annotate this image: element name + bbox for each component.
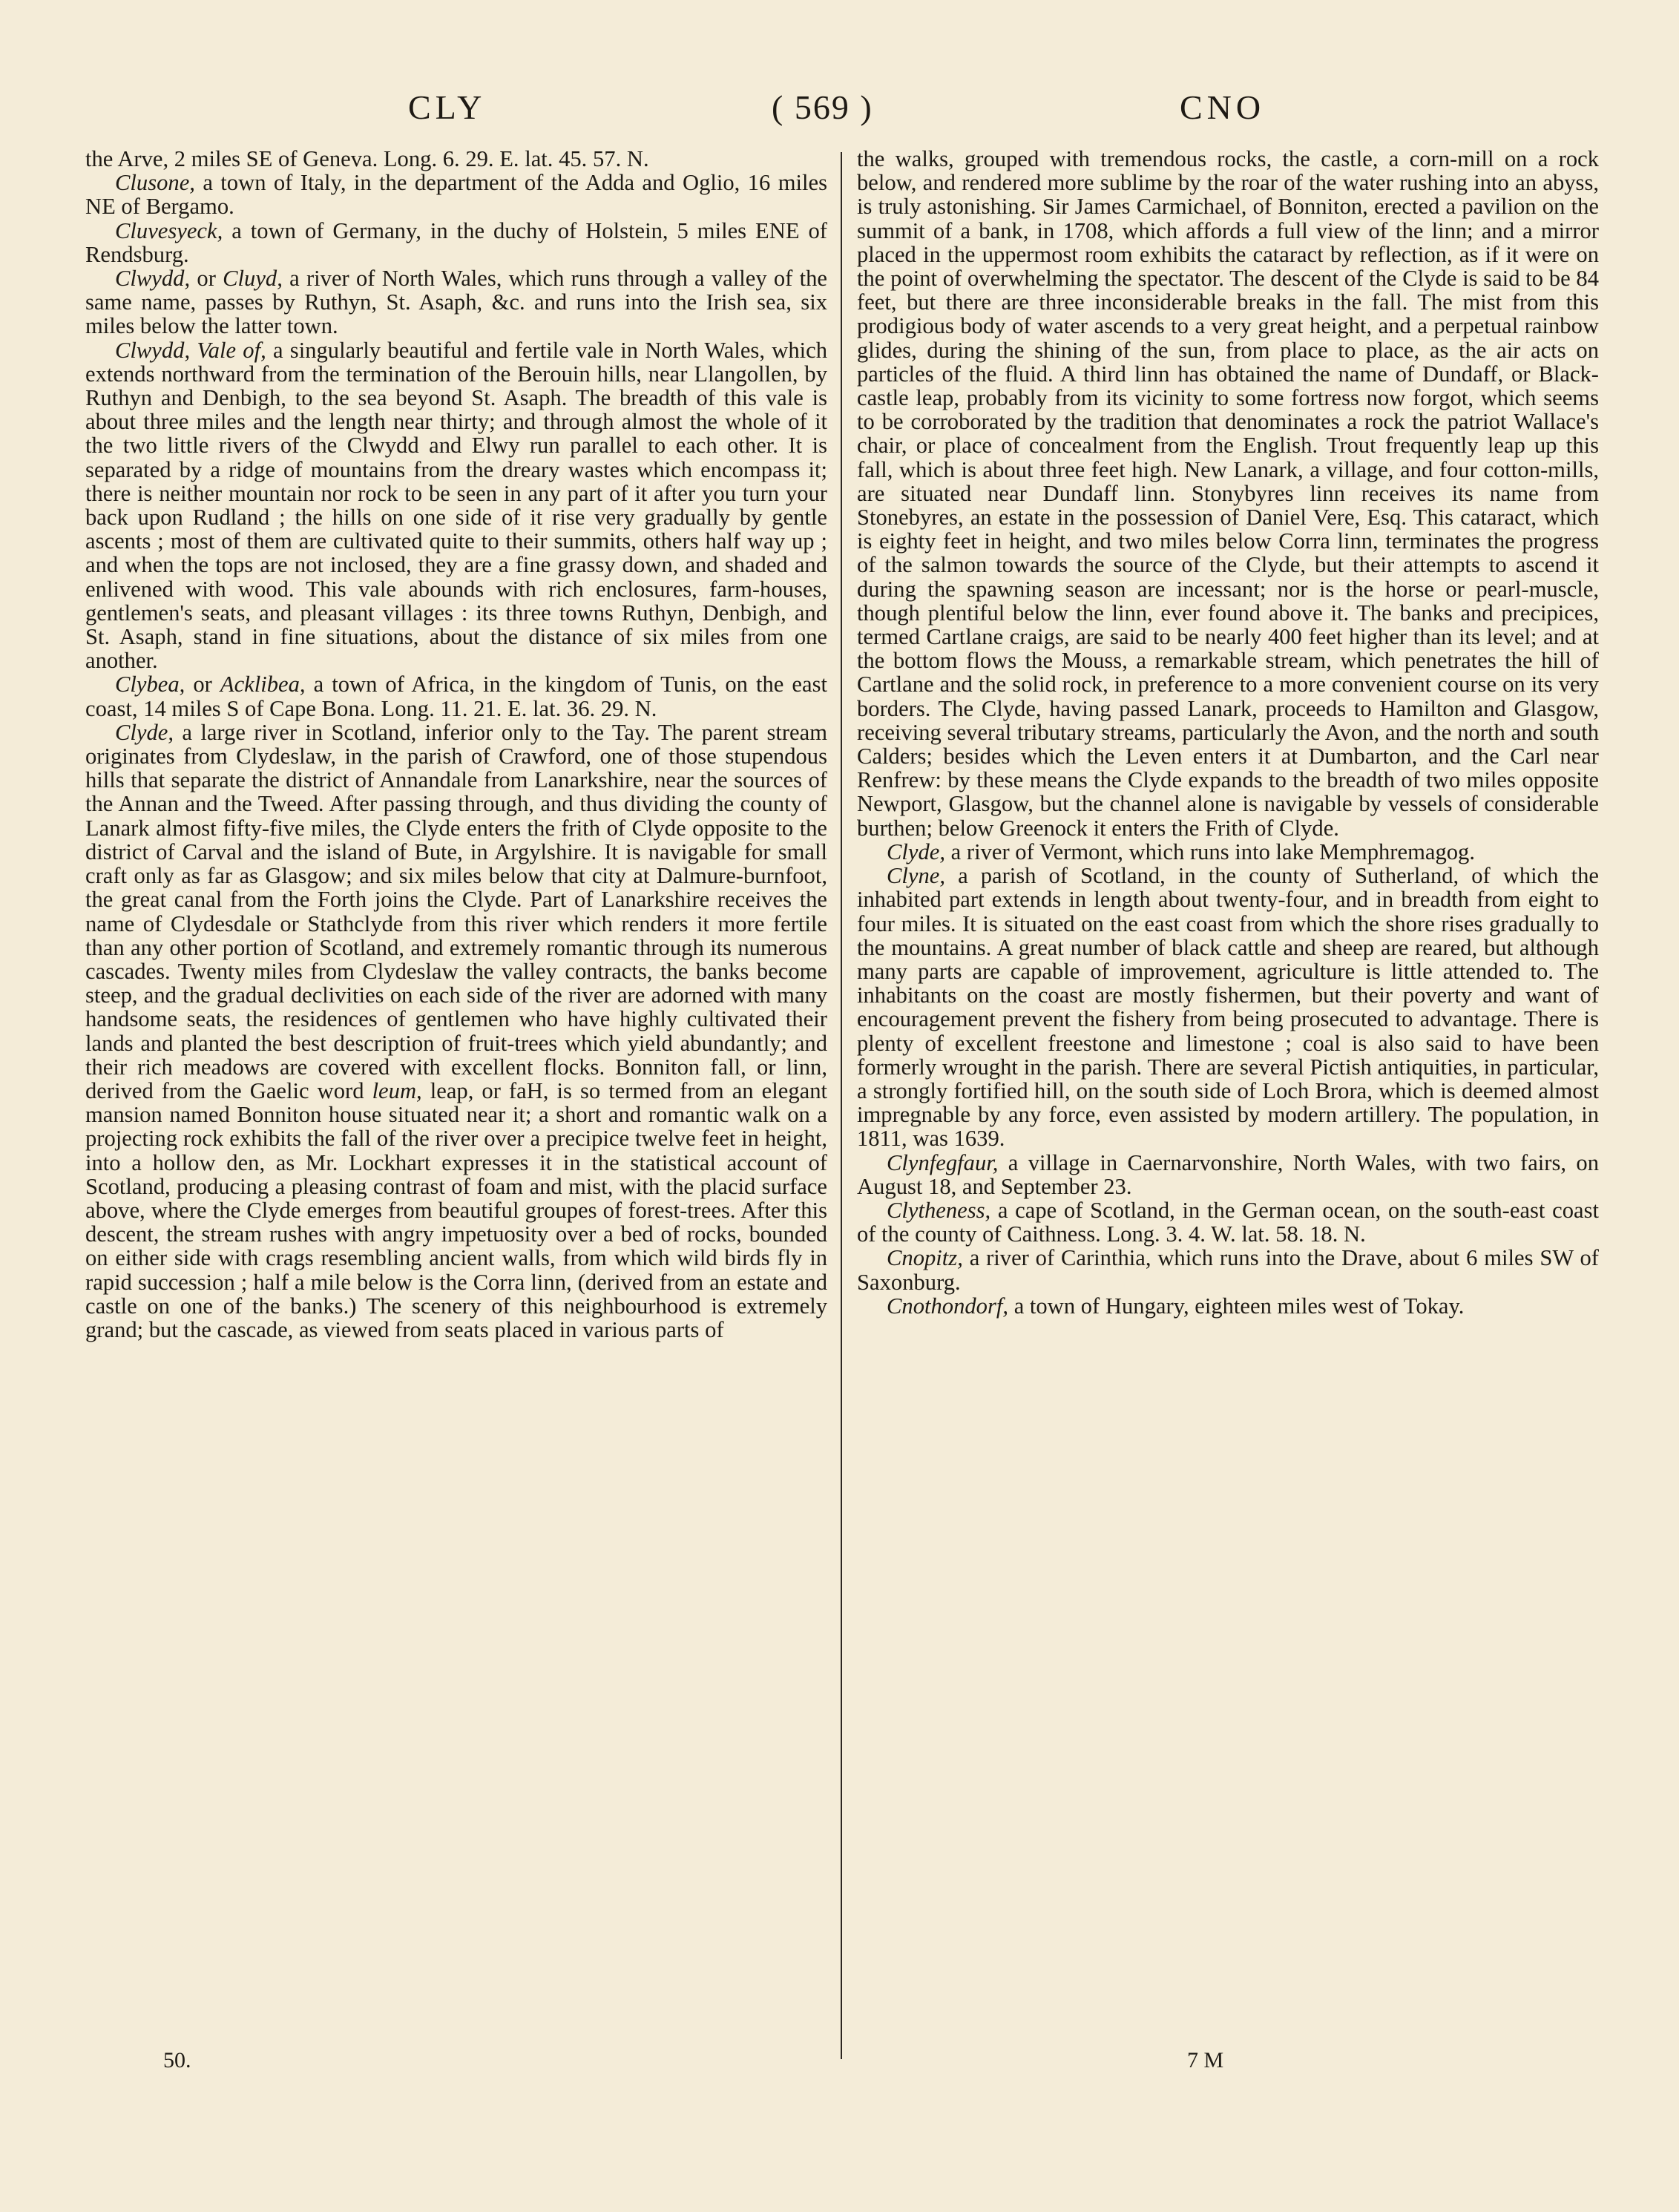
left-column xyxy=(85,147,827,1342)
entry-text: a cape of Scotland, in the German ocean, on the south-east coast of the county of Caithness. Long. 3. 4. W. lat. 58. 18. N. xyxy=(857,1197,1599,1247)
entry-text: a singularly beautiful and fertile vale in North Wales, which extends northward from the termination of the Berouin hills, near Llangollen, by Ruthyn and Denbigh, to the sea beyond St. Asaph. The breadth of this vale is about three miles and the length near thirty; and through almost the whole of it the two little rivers of the Clwydd and Elwy run parallel to each other. It is separated by a ridge of mountains from the dreary wastes which encompass it; there is neither mountain nor rock to be seen in any part of it after you turn your back upon Rudland ; the hills on one side of it rise very gradually by gentle ascents ; most of them are cultivated quite to their summits, others half way up ; and when the tops are not inclosed, they are a fine grassy down, and shaded and enlivened with wood. This vale abounds with rich enclosures, farm-houses, gentlemen's seats, and pleasant villages : its three towns Ruthyn, Denbigh, and St. Asaph, stand in fine situations, about the distance of six miles from one another. xyxy=(85,337,827,674)
entry-text: the Arve, 2 miles SE of Geneva. Long. 6. 29. E. lat. 45. 57. N. xyxy=(85,146,649,171)
entry-italic-word: leum, xyxy=(372,1077,422,1103)
entry xyxy=(85,338,827,673)
entry-headword: Clwydd, Vale of, xyxy=(115,337,266,363)
entry-text: a town of Italy, in the department of the Adda and Oglio, 16 miles NE of Bergamo. xyxy=(85,170,827,220)
entry-headword: Clynfegfaur, xyxy=(887,1149,999,1175)
entry xyxy=(85,672,827,720)
entry-text: or xyxy=(190,266,223,292)
gathering-mark: 7 M xyxy=(1187,2048,1224,2072)
signature-mark: 50. xyxy=(163,2048,191,2072)
page-number: ( 569 ) xyxy=(772,88,873,126)
entry-text: a town of Hungary, eighteen miles west of Tokay. xyxy=(1008,1293,1465,1319)
entry-text: a village in Caernarvonshire, North Wales, with two fairs, on August 18, and September 23. xyxy=(857,1149,1599,1199)
entry xyxy=(857,1294,1599,1318)
entry-headword: Clyde, xyxy=(887,838,946,864)
entry-text: leap, or faH, is so termed from an elegant mansion named Bonniton house situated near it; a short and romantic walk on a projecting rock exhibits the fall of the river over a precipice twelve feet in height, into a hollow den, as Mr. Lockhart expresses it in the statistical account of Scotland, producing a pleasing contrast of foam and mist, with the placid surface above, where the Clyde emerges from beautiful groupes of forest-trees. After this descent, the stream rushes with angry impetuosity over a bed of rocks, bounded on either side with crags resembling ancient walls, from which wild birds fly in rapid succession ; half a mile below is the Corra linn, (derived from an estate and castle on one of the banks.) The scenery of this neighbourhood is extremely grand; but the cascade, as viewed from seats placed in various parts of xyxy=(85,1077,827,1342)
entry-headword: Acklibea, xyxy=(220,672,306,698)
entry xyxy=(857,147,1599,840)
column-divider xyxy=(841,152,842,2059)
entry-headword: Clybea, xyxy=(115,672,185,698)
entry-headword: Cnopitz, xyxy=(887,1245,963,1271)
entry-headword: Clytheness, xyxy=(887,1197,991,1223)
entry-text: a town of Germany, in the duchy of Holstein, 5 miles ENE of Rendsburg. xyxy=(85,217,827,267)
entry-text: a river of Vermont, which runs into lake Memphremagog. xyxy=(945,838,1475,864)
entry-text: a town of Africa, in the kingdom of Tunis, on the east coast, 14 miles S of Cape Bona. Long. 11. 21. E. lat. 36. 29. N. xyxy=(85,672,827,721)
entry-headword: Clyne, xyxy=(887,863,946,889)
entry xyxy=(857,1151,1599,1198)
entry xyxy=(85,266,827,338)
entry xyxy=(85,147,827,171)
entry xyxy=(857,864,1599,1150)
entry xyxy=(857,1246,1599,1293)
entry xyxy=(85,219,827,266)
entry xyxy=(85,721,827,1342)
entry-text: a river of Carinthia, which runs into the Drave, about 6 miles SW of Saxonburg. xyxy=(857,1245,1599,1295)
entry-text: a river of North Wales, which runs through a valley of the same name, passes by Ruthyn, St. Asaph, &c. and runs into the Irish sea, six miles below the latter town. xyxy=(85,266,827,339)
right-column xyxy=(857,147,1599,1318)
entry xyxy=(85,171,827,218)
entry-headword: Clwydd, xyxy=(115,266,191,292)
entry-headword: Cnothondorf, xyxy=(887,1293,1009,1319)
entry-text: the walks, grouped with tremendous rocks, the castle, a corn-mill on a rock below, and rendered more sublime by the roar of the water rushing into an abyss, is truly astonishing. Sir James Carmichael, of Bonniton, erected a pavilion on the summit of a bank, in 1708, which affords a full view of the linn; and a mirror placed in the uppermost room exhibits the cataract by reflection, as if it were on the point of overwhelming the spectator. The descent of the Clyde is said to be 84 feet, but there are three inconsiderable breaks in the fall. The mist from this prodigious body of water ascends to a very great height, and a perpetual rainbow glides, during the shining of the sun, from place to place, as the air acts on particles of the fluid. A third linn has obtained the name of Dundaff, or Black-castle leap, probably from its vicinity to some fortress now forgot, which seems to be corroborated by the tradition that denominates a rock the patriot Wallace's chair, or place of concealment from the English. Trout frequently leap up this fall, which is about three feet high. New Lanark, a village, and four cotton-mills, are situated near Dundaff linn. Stonybyres linn receives its name from Stonebyres, an estate in the possession of Daniel Vere, Esq. This cataract, which is eighty feet in height, and two miles below Corra linn, terminates the progress of the salmon towards the source of the Clyde, but their attempts to ascend it during the spawning season are incessant; nor is the horse or pearl-muscle, though plentiful below the linn, ever found above it. The banks and precipices, termed Cartlane craigs, are said to be nearly 400 feet higher than its level; and at the bottom flows the Mouss, a remarkable stream, which penetrates the hill of Cartlane and the solid rock, in preference to a more convenient course on its very borders. The Clyde, having passed Lanark, proceeds to Hamilton and Glasgow, receiving several tributary streams, particularly the Avon, and the north and south Calders; besides which the Leven enters it at Dumbarton, and the Carl near Renfrew: by these means the Clyde expands to the breadth of two miles opposite Newport, Glasgow, but the channel alone is navigable by vessels of considerable burthen; below Greenock it enters the Frith of Clyde. xyxy=(857,146,1599,841)
header-right-guideword: CNO xyxy=(1180,88,1266,126)
entry xyxy=(857,1198,1599,1246)
entry-text: or xyxy=(185,672,220,698)
entry-headword: Clyde, xyxy=(115,719,174,745)
entry-text: a large river in Scotland, inferior only to the Tay. The parent stream originates from Clydeslaw, in the parish of Crawford, one of those stupendous hills that separate the district of Annandale from Lanarkshire, near the sources of the Annan and the Tweed. After passing through, and thus dividing the county of Lanark almost fifty-five miles, the Clyde enters the frith of Clyde opposite to the district of Carval and the island of Bute, in Argylshire. It is navigable for small craft only as far as Glasgow; and six miles below that city at Dalmure-burnfoot, the great canal from the Forth joins the Clyde. Part of Lanarkshire receives the name of Clydesdale or Stathclyde from this river which renders it more fertile than any other portion of Scotland, and extremely romantic through its numerous cascades. Twenty miles from Clydeslaw the valley contracts, the banks become steep, and the gradual declivities on each side of the river are adorned with many handsome seats, the residences of gentlemen who have highly cultivated their lands and planted the best description of fruit-trees which yield abundantly; and their rich meadows are covered with excellent flocks. Bonniton fall, or linn, derived from the Gaelic word xyxy=(85,719,827,1103)
entry-text: a parish of Scotland, in the county of Sutherland, of which the inhabited part extends in length about twenty-four, and in breadth from eight to four miles. It is situated on the east coast from which the shore rises gradually to the mountains. A great number of black cattle and sheep are reared, but although many parts are capable of improvement, agriculture is little attended to. The inhabitants on the coast are mostly fishermen, but their poverty and want of encouragement prevent the fishery from being prosecuted to advantage. There is plenty of excellent freestone and limestone ; coal is also said to have been formerly wrought in the parish. There are several Pictish antiquities, in particular, a strongly fortified hill, on the south side of Loch Brora, which is deemed almost impregnable by any force, even assisted by modern artillery. The population, in 1811, was 1639. xyxy=(857,863,1599,1152)
entry-headword: Cluyd, xyxy=(223,266,283,292)
entry xyxy=(857,840,1599,864)
entry-headword: Clusone, xyxy=(115,170,195,196)
entry-headword: Cluvesyeck, xyxy=(115,217,223,243)
header-left-guideword: CLY xyxy=(408,88,487,126)
